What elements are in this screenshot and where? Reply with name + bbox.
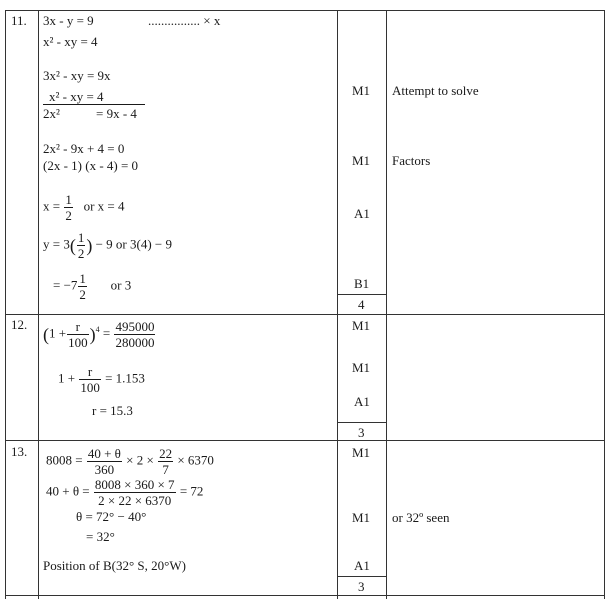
work-text: =: [102, 325, 111, 341]
denominator: 2: [79, 287, 86, 302]
work-line: 2x² - 9x + 4 = 0: [43, 141, 125, 156]
denominator: 2 × 22 × 6370: [98, 493, 172, 508]
work-line: [58, 365, 145, 394]
numerator: 495000: [115, 319, 155, 334]
numerator: r: [67, 320, 89, 335]
work-text: or x = 4: [83, 198, 125, 214]
mark: M1: [352, 83, 371, 98]
fraction: [67, 320, 89, 349]
mark: M1: [352, 360, 371, 375]
work-line: = 9x - 4: [96, 106, 137, 121]
row-divider: [5, 314, 605, 315]
question-number: 11.: [11, 13, 27, 28]
fraction: [87, 447, 122, 476]
table-border-top: [5, 10, 605, 11]
work-line: [43, 231, 172, 260]
denominator: 2: [77, 246, 85, 261]
mark: M1: [352, 153, 371, 168]
fraction: [77, 231, 86, 260]
work-text: 8008 =: [46, 452, 83, 468]
column-divider-marks: [337, 10, 338, 599]
numerator: 1: [65, 192, 72, 207]
work-line: r = 15.3: [92, 403, 133, 418]
fraction: [114, 320, 155, 349]
column-divider-comments: [386, 10, 387, 599]
paren: (: [43, 324, 49, 345]
work-line: [53, 272, 131, 301]
work-line: [46, 447, 214, 476]
numerator: 1: [79, 271, 86, 286]
numerator: 22: [159, 446, 173, 461]
paren: (: [69, 235, 76, 256]
row-divider: [5, 440, 605, 441]
total-marks: 4: [358, 297, 365, 312]
work-line: [43, 320, 156, 349]
column-divider-number: [38, 10, 39, 599]
work-text: = −7: [53, 277, 78, 293]
question-number: 13.: [11, 444, 28, 459]
total-divider: [337, 576, 387, 577]
work-line: (2x - 1) (x - 4) = 0: [43, 158, 139, 173]
denominator: 100: [80, 380, 100, 395]
work-line: x² - xy = 4: [49, 89, 104, 104]
denominator: 280000: [115, 335, 155, 350]
work-text: × 6370: [177, 452, 214, 468]
mark: B1: [354, 276, 370, 291]
numerator: r: [79, 365, 101, 380]
work-text: or 3: [110, 277, 132, 293]
work-line: 3x - y = 9: [43, 13, 94, 28]
mark: A1: [354, 394, 370, 409]
work-line: [43, 193, 125, 222]
denominator: 360: [94, 462, 115, 477]
table-border-left: [5, 10, 6, 599]
row-divider: [5, 595, 605, 596]
work-line: = 32°: [86, 529, 115, 544]
total-divider: [337, 294, 387, 295]
mark: M1: [352, 318, 371, 333]
mark: A1: [354, 206, 370, 221]
work-text: x =: [43, 198, 61, 214]
denominator: 100: [68, 335, 88, 350]
table-border-right: [604, 10, 605, 599]
work-text: × 2 ×: [126, 452, 154, 468]
mark: A1: [354, 558, 370, 573]
fraction: [79, 365, 101, 394]
work-line: Position of B(32° S, 20°W): [43, 558, 186, 573]
work-line: x² - xy = 4: [43, 34, 98, 49]
fraction: [158, 447, 173, 476]
numerator: 8008 × 360 × 7: [94, 477, 175, 492]
total-marks: 3: [358, 579, 365, 594]
work-text: 1 +: [49, 325, 67, 341]
work-line: 3x² - xy = 9x: [43, 68, 111, 83]
question-number: 12.: [11, 317, 28, 332]
total-divider: [337, 422, 387, 423]
work-text: 40 + θ =: [46, 483, 90, 499]
work-line: 2x²: [43, 106, 60, 121]
work-text: 1 +: [58, 370, 76, 386]
work-text: = 72: [179, 483, 204, 499]
paren: ): [86, 235, 93, 256]
work-text: y = 3: [43, 236, 70, 252]
work-line: θ = 72° − 40°: [76, 509, 147, 524]
comment: Factors: [392, 153, 431, 168]
mark: M1: [352, 510, 371, 525]
work-line: [46, 478, 203, 507]
denominator: 7: [162, 462, 169, 477]
fraction: [78, 272, 87, 301]
comment: or 32º seen: [392, 510, 450, 525]
numerator: 1: [77, 230, 85, 245]
work-text: = 1.153: [105, 370, 145, 386]
total-marks: 3: [358, 425, 365, 440]
subtraction-line: [43, 104, 145, 105]
exponent: 4: [95, 325, 100, 335]
work-text: − 9 or 3(4) − 9: [95, 236, 172, 252]
denominator: 2: [65, 208, 72, 223]
fraction: [94, 478, 176, 507]
paren: ): [89, 324, 96, 345]
mark: M1: [352, 445, 371, 460]
numerator: 40 + θ: [87, 446, 121, 461]
comment: Attempt to solve: [392, 83, 479, 98]
fraction: [64, 193, 73, 222]
work-line: ................ × x: [148, 13, 221, 28]
